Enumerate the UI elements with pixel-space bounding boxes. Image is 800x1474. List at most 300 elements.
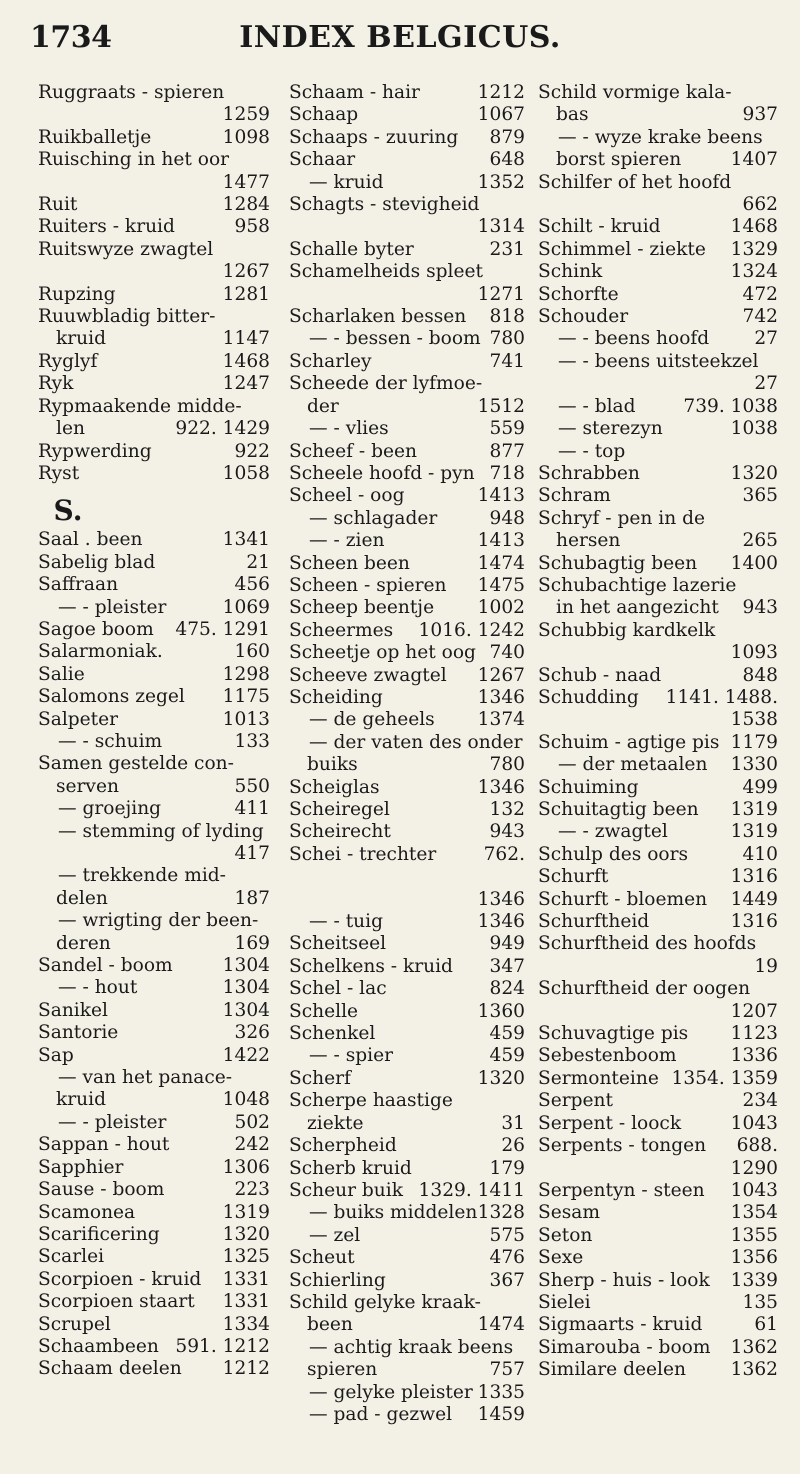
entry-term: Schink — [538, 261, 603, 283]
entry-page-ref: 1477 — [222, 171, 270, 193]
entry-page-ref: 1043 — [730, 1179, 778, 1201]
entry-term: Scheeve zwagtel — [289, 664, 447, 686]
entry-term: Schryf - pen in de — [538, 507, 706, 529]
index-entry — [289, 575, 525, 597]
entry-page-ref: 877 — [489, 440, 525, 462]
entry-term: Scherpe haastige — [289, 1090, 453, 1112]
entry-page-ref: 848 — [742, 664, 778, 686]
index-entry — [538, 239, 778, 261]
entry-term: Schrabben — [538, 462, 640, 484]
entry-term: Scrupel — [38, 1313, 111, 1335]
entry-page-ref: 234 — [742, 1090, 778, 1112]
index-entry — [38, 1134, 270, 1156]
entry-page-ref: 1362 — [730, 1336, 778, 1358]
index-entry — [538, 597, 778, 619]
entry-term: Sandel - boom — [38, 955, 173, 977]
entry-page-ref: 1259 — [222, 104, 270, 126]
entry-page-ref: 1314 — [477, 216, 525, 238]
entry-page-ref: 762. — [483, 843, 525, 865]
entry-term: Schuvagtige pis — [538, 1023, 689, 1045]
entry-term: — - tuig — [309, 911, 383, 933]
entry-page-ref: 1422 — [222, 1044, 270, 1066]
entry-page-ref: 1284 — [222, 194, 270, 216]
index-entry — [538, 149, 778, 171]
entry-page-ref: 1346 — [477, 686, 525, 708]
entry-page-ref: 502 — [234, 1111, 270, 1133]
entry-term: — pad - gezwel — [309, 1403, 453, 1425]
entry-term: Schamelheids spleet — [289, 261, 483, 283]
index-entry — [289, 866, 525, 911]
entry-term: Salpeter — [38, 708, 119, 730]
index-entry — [538, 1247, 778, 1269]
index-entry — [38, 686, 270, 708]
entry-term: — stemming of lyding — [58, 820, 264, 842]
entry-term: Scheen been — [289, 552, 410, 574]
entry-term: Schaar — [289, 149, 356, 171]
entry-term: Scheetje op het oog — [289, 642, 476, 664]
entry-page-ref: 1512 — [477, 395, 525, 417]
index-entry — [38, 910, 270, 932]
entry-page-ref: 688. — [736, 1135, 778, 1157]
entry-term: Sabelig blad — [38, 551, 156, 573]
entry-page-ref: 456 — [234, 574, 270, 596]
index-entry — [289, 933, 525, 955]
entry-term: der — [307, 395, 339, 417]
index-entry — [289, 1180, 525, 1202]
entry-page-ref: 1207 — [730, 1000, 778, 1022]
index-entry — [289, 821, 525, 843]
entry-term: Saffraan — [38, 574, 119, 596]
entry-page-ref: 1002 — [477, 597, 525, 619]
index-entry — [538, 1202, 778, 1224]
entry-term: Sap — [38, 1044, 74, 1066]
entry-term: Schorfte — [538, 283, 619, 305]
entry-term: Sappan - hout — [38, 1134, 170, 1156]
index-entry — [38, 664, 270, 686]
index-entry — [38, 1000, 270, 1022]
entry-page-ref: 1141. 1488. — [665, 686, 778, 708]
index-entry — [289, 620, 525, 642]
index-entry — [38, 216, 270, 238]
index-entry — [538, 889, 778, 911]
entry-term: Ryk — [38, 373, 74, 395]
index-entry — [289, 709, 525, 731]
entry-term: Schild vormige kala- — [538, 82, 732, 103]
entry-term: Schudding — [538, 686, 639, 708]
entry-page-ref: 1319 — [730, 799, 778, 820]
index-entry — [38, 641, 270, 663]
entry-term: — der vaten des onder — [309, 731, 523, 753]
entry-page-ref: 1319 — [222, 1201, 270, 1223]
index-entry — [538, 396, 778, 418]
entry-term: — buiks middelen — [309, 1202, 478, 1224]
entry-page-ref: 1304 — [222, 955, 270, 977]
entry-term: Scherpheid — [289, 1135, 397, 1157]
index-entry — [289, 978, 525, 1000]
index-entry — [538, 127, 778, 149]
entry-page-ref: 499 — [742, 776, 778, 798]
index-entry — [538, 1113, 778, 1135]
entry-term: Schaam deelen — [38, 1358, 182, 1380]
index-entry — [38, 731, 270, 753]
entry-page-ref: 27 — [754, 328, 778, 350]
index-entry — [289, 418, 525, 440]
index-entry — [38, 1269, 270, 1291]
entry-page-ref: 575 — [489, 1224, 525, 1246]
entry-term: Schaambeen — [38, 1335, 159, 1357]
index-entry — [38, 1358, 270, 1380]
index-entry — [289, 754, 525, 776]
section-letter: S. — [53, 494, 83, 528]
entry-term: — zel — [309, 1224, 361, 1246]
entry-term: — - wyze krake beens — [558, 126, 763, 148]
entry-page-ref: 231 — [489, 238, 525, 260]
index-entry — [38, 149, 270, 194]
entry-term: Schram — [538, 485, 611, 507]
index-entry — [538, 1337, 778, 1359]
entry-page-ref: 31 — [501, 1112, 525, 1134]
index-entry — [289, 194, 525, 239]
entry-page-ref: 1339 — [730, 1269, 778, 1291]
entry-page-ref: 1123 — [730, 1023, 778, 1045]
entry-page-ref: 1346 — [477, 888, 525, 910]
entry-term: — - blad — [558, 395, 636, 417]
entry-page-ref: 1267 — [477, 664, 525, 686]
index-entry — [289, 530, 525, 552]
entry-page-ref: 1346 — [477, 776, 525, 798]
entry-term: Scorpioen - kruid — [38, 1268, 202, 1290]
entry-term: delen — [56, 887, 108, 909]
index-entry — [289, 441, 525, 463]
index-entry — [289, 777, 525, 799]
entry-term: — wrigting der been- — [58, 910, 259, 932]
index-entry — [38, 194, 270, 216]
entry-term: Scherf — [289, 1067, 351, 1089]
entry-term: Ruggraats - spieren — [38, 82, 225, 103]
index-entry — [38, 127, 270, 149]
entry-page-ref: 1319 — [730, 821, 778, 843]
entry-page-ref: 1449 — [730, 888, 778, 910]
index-entry — [289, 306, 525, 328]
index-entry — [538, 1359, 778, 1381]
entry-page-ref: 1304 — [222, 977, 270, 999]
index-entry — [289, 239, 525, 261]
index-entry — [289, 1270, 525, 1292]
entry-page-ref: 559 — [489, 418, 525, 440]
entry-page-ref: 459 — [489, 1023, 525, 1045]
entry-term: — trekkende mid- — [58, 865, 226, 887]
entry-page-ref: 27 — [754, 373, 778, 395]
index-entry — [289, 1068, 525, 1090]
entry-page-ref: 472 — [742, 283, 778, 305]
entry-page-ref: 1331 — [222, 1268, 270, 1290]
entry-term: Schalle byter — [289, 238, 414, 260]
entry-page-ref: 1329 — [730, 238, 778, 260]
entry-page-ref: 1328 — [477, 1202, 525, 1224]
index-entry — [38, 1112, 270, 1134]
index-entry — [289, 351, 525, 373]
index-entry — [538, 1314, 778, 1336]
index-column-2 — [289, 82, 525, 1426]
entry-term: Schubagtig been — [538, 552, 698, 574]
entry-page-ref: 1413 — [477, 530, 525, 552]
index-entry — [289, 956, 525, 978]
index-entry — [289, 911, 525, 933]
entry-page-ref: 347 — [489, 955, 525, 977]
entry-page-ref: 1058 — [222, 462, 270, 484]
index-entry — [38, 1202, 270, 1224]
index-entry — [538, 284, 778, 306]
entry-page-ref: 1290 — [730, 1157, 778, 1179]
index-entry — [538, 978, 778, 1023]
entry-term: buiks — [307, 754, 358, 776]
entry-term: spieren — [307, 1359, 378, 1381]
entry-term: — - schuim — [58, 730, 163, 752]
index-entry — [538, 1225, 778, 1247]
index-entry — [38, 888, 270, 910]
entry-page-ref: 417 — [234, 843, 270, 864]
entry-page-ref: 780 — [489, 328, 525, 350]
entry-page-ref: 1346 — [477, 911, 525, 933]
index-entry — [38, 1291, 270, 1313]
entry-term: Scheirecht — [289, 821, 391, 843]
entry-page-ref: 223 — [234, 1179, 270, 1201]
entry-page-ref: 1320 — [730, 462, 778, 484]
entry-page-ref: 1069 — [222, 596, 270, 618]
index-entry — [38, 1224, 270, 1246]
entry-term: Sagoe boom — [38, 618, 154, 640]
index-entry — [538, 508, 778, 530]
entry-term: Schierling — [289, 1269, 386, 1291]
entry-term: Scharlaken bessen — [289, 306, 467, 328]
entry-term: hersen — [556, 530, 621, 552]
index-entry — [38, 529, 270, 551]
entry-term: — schlagader — [309, 507, 438, 529]
index-entry — [289, 172, 525, 194]
index-entry — [289, 687, 525, 709]
entry-page-ref: 459 — [489, 1045, 525, 1067]
entry-page-ref: 742 — [742, 306, 778, 328]
index-entry — [289, 508, 525, 530]
entry-page-ref: 818 — [489, 306, 525, 328]
index-entry — [538, 575, 778, 597]
entry-term: — - vlies — [309, 418, 389, 440]
index-entry — [289, 1337, 525, 1359]
entry-term: Serpent - loock — [538, 1112, 682, 1134]
entry-term: — - pleister — [58, 596, 167, 618]
entry-page-ref: 1281 — [222, 283, 270, 305]
entry-term: Scheermes — [289, 619, 394, 641]
entry-page-ref: 132 — [489, 799, 525, 820]
index-entry — [289, 1292, 525, 1314]
entry-page-ref: 410 — [742, 843, 778, 865]
entry-page-ref: 1355 — [730, 1224, 778, 1246]
entry-page-ref: 1247 — [222, 373, 270, 395]
index-entry — [38, 574, 270, 596]
index-entry — [38, 955, 270, 977]
index-entry — [38, 239, 270, 284]
index-entry — [289, 1158, 525, 1180]
index-entry — [538, 844, 778, 866]
entry-term: Schub - naad — [538, 664, 662, 686]
entry-page-ref: 1324 — [730, 261, 778, 283]
index-entry — [38, 1089, 270, 1111]
entry-term: — - pleister — [58, 1111, 167, 1133]
entry-page-ref: 133 — [234, 730, 270, 752]
entry-page-ref: 879 — [489, 126, 525, 148]
entry-page-ref: 61 — [754, 1314, 778, 1336]
entry-term: Salie — [38, 663, 85, 685]
index-entry — [538, 104, 778, 126]
index-entry — [38, 597, 270, 619]
entry-page-ref: 1212 — [222, 1358, 270, 1380]
entry-page-ref: 1352 — [477, 171, 525, 193]
entry-page-ref: 1459 — [477, 1403, 525, 1425]
index-entry — [38, 1246, 270, 1268]
index-entry — [289, 1202, 525, 1224]
entry-page-ref: 591. 1212 — [175, 1335, 270, 1357]
entry-page-ref: 1362 — [730, 1359, 778, 1381]
index-entry — [538, 1180, 778, 1202]
entry-term: ziekte — [307, 1112, 364, 1134]
entry-page-ref: 937 — [742, 104, 778, 126]
entry-term: len — [56, 418, 85, 440]
entry-term: Rupzing — [38, 283, 116, 305]
index-entry — [538, 328, 778, 350]
page-title: INDEX BELGICUS. — [239, 20, 561, 55]
page-header — [30, 20, 770, 60]
index-entry — [538, 172, 778, 217]
index-entry — [289, 844, 525, 866]
entry-term: — - spier — [309, 1045, 393, 1067]
index-entry — [538, 441, 778, 463]
index-entry — [38, 441, 270, 463]
index-entry — [289, 553, 525, 575]
entry-term: Schilfer of het hoofd — [538, 171, 732, 193]
index-entry — [289, 1404, 525, 1426]
index-entry — [38, 463, 270, 485]
index-entry — [289, 1113, 525, 1135]
index-entry — [538, 1270, 778, 1292]
index-entry — [289, 1382, 525, 1404]
entry-term: Simarouba - boom — [538, 1336, 711, 1358]
entry-page-ref: 365 — [742, 485, 778, 507]
entry-term: — de geheels — [309, 709, 435, 731]
index-entry — [538, 216, 778, 238]
entry-page-ref: 780 — [489, 754, 525, 776]
entry-term: Sermonteine — [538, 1067, 659, 1089]
entry-term: Saal . been — [38, 529, 143, 551]
index-entry — [38, 1336, 270, 1358]
entry-page-ref: 411 — [234, 798, 270, 820]
entry-page-ref: 169 — [234, 932, 270, 954]
entry-term: Scharley — [289, 350, 372, 372]
index-entry — [538, 463, 778, 485]
entry-page-ref: 1271 — [477, 283, 525, 305]
entry-page-ref: 1267 — [222, 261, 270, 283]
index-entry — [38, 933, 270, 955]
entry-term: Scheiregel — [289, 799, 390, 820]
entry-term: Ruit — [38, 194, 78, 216]
entry-term: serven — [56, 775, 119, 797]
index-entry — [538, 821, 778, 843]
index-entry — [289, 1023, 525, 1045]
index-entry — [38, 351, 270, 373]
index-entry — [38, 1157, 270, 1179]
index-entry — [538, 1292, 778, 1314]
entry-term: — - zwagtel — [558, 821, 668, 843]
index-entry — [538, 911, 778, 933]
entry-page-ref: 739. 1038 — [683, 395, 778, 417]
index-entry — [289, 732, 525, 754]
entry-page-ref: 1048 — [222, 1089, 270, 1111]
entry-page-ref: 1038 — [730, 418, 778, 440]
entry-term: Scamonea — [38, 1201, 136, 1223]
entry-term: Ruiters - kruid — [38, 216, 175, 238]
entry-term: Sanikel — [38, 999, 108, 1021]
entry-page-ref: 1474 — [477, 552, 525, 574]
entry-page-ref: 1325 — [222, 1246, 270, 1268]
index-entry — [289, 665, 525, 687]
entry-term: Seton — [538, 1224, 593, 1246]
entry-term: — - zien — [309, 530, 385, 552]
entry-page-ref: 958 — [234, 216, 270, 238]
entry-term: Serpentyn - steen — [538, 1179, 705, 1201]
entry-term: Scheef - been — [289, 440, 418, 462]
entry-term: Salomons zegel — [38, 686, 185, 708]
index-entry — [538, 1090, 778, 1112]
index-entry — [38, 284, 270, 306]
index-entry — [538, 1135, 778, 1180]
entry-page-ref: 1474 — [477, 1314, 525, 1336]
entry-page-ref: 1330 — [730, 754, 778, 776]
entry-page-ref: 1468 — [730, 216, 778, 238]
index-entry — [538, 261, 778, 283]
index-entry — [38, 709, 270, 731]
entry-page-ref: 922 — [234, 440, 270, 462]
entry-term: Schuim - agtige pis — [538, 731, 720, 753]
entry-page-ref: 1304 — [222, 999, 270, 1021]
entry-term: Schuitagtig been — [538, 799, 699, 820]
index-entry — [38, 306, 270, 328]
entry-term: — gelyke pleister — [309, 1381, 473, 1403]
index-entry — [289, 463, 525, 485]
index-entry — [289, 1359, 525, 1381]
entry-page-ref: 740 — [489, 642, 525, 664]
entry-page-ref: 21 — [246, 551, 270, 573]
index-entry — [538, 933, 778, 978]
entry-term: Salarmoniak. — [38, 641, 163, 663]
entry-term: Schimmel - ziekte — [538, 238, 706, 260]
entry-term: Schild gelyke kraak- — [289, 1291, 481, 1313]
index-entry — [538, 777, 778, 799]
entry-term: Schulp des oors — [538, 843, 689, 865]
entry-page-ref: 824 — [489, 978, 525, 1000]
entry-term: — - beens uitsteekzel — [558, 350, 759, 372]
entry-term: Santorie — [38, 1022, 119, 1044]
entry-page-ref: 1413 — [477, 485, 525, 507]
entry-page-ref: 135 — [742, 1291, 778, 1313]
index-entry — [38, 1045, 270, 1067]
entry-page-ref: 1316 — [730, 866, 778, 888]
entry-page-ref: 1354. 1359 — [671, 1067, 778, 1089]
index-entry — [538, 485, 778, 507]
index-entry — [289, 373, 525, 395]
index-entry — [38, 821, 270, 866]
entry-page-ref: 948 — [489, 507, 525, 529]
entry-page-ref: 367 — [489, 1269, 525, 1291]
entry-term: Scheitseel — [289, 933, 387, 955]
